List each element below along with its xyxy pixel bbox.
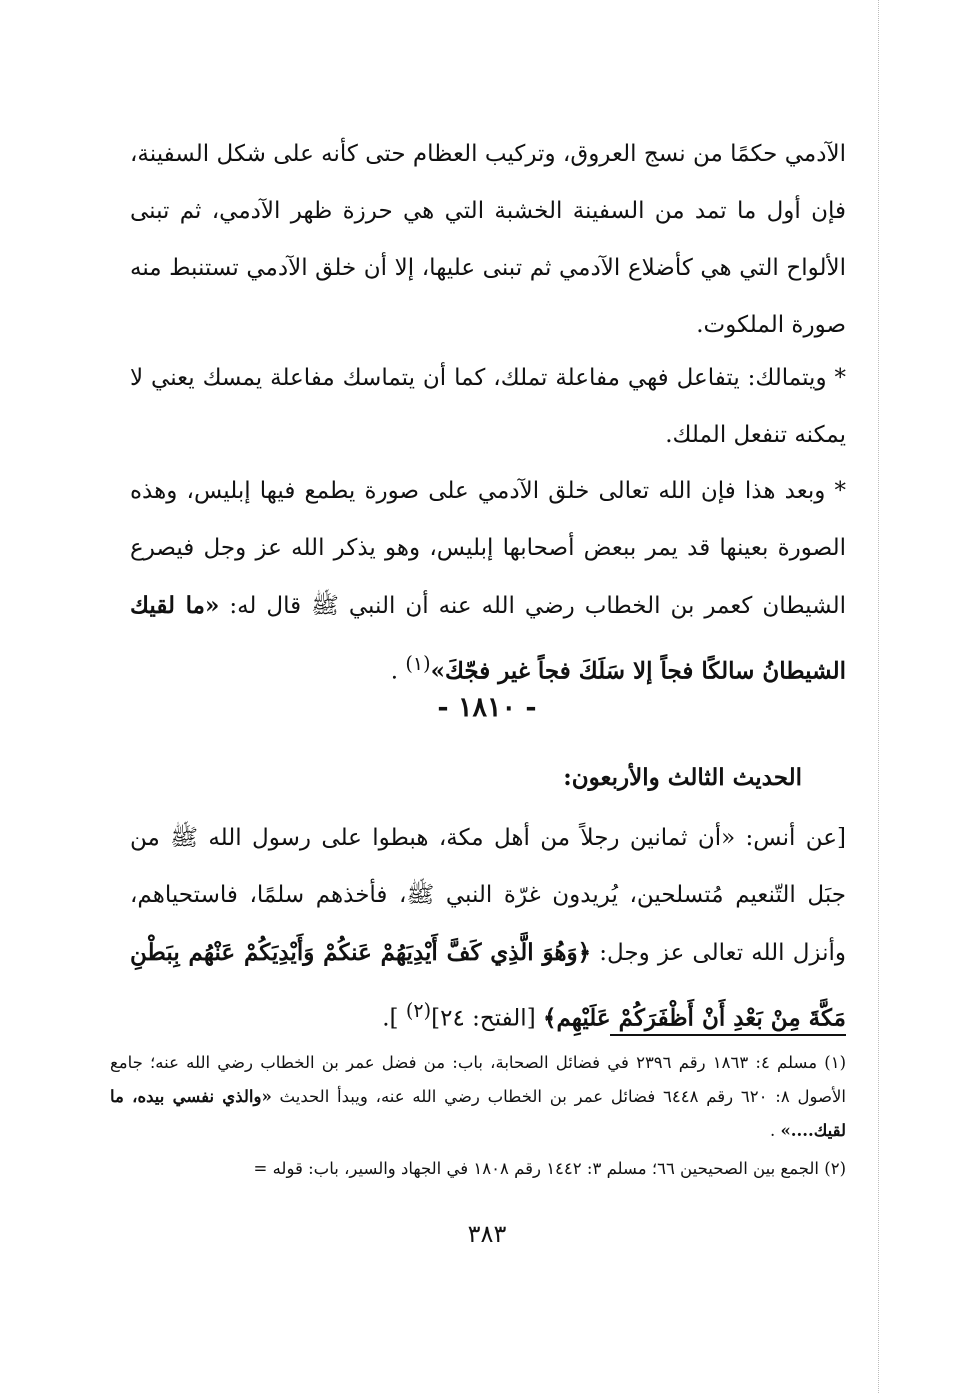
footnote-ref-2: (٢) — [405, 999, 432, 1022]
paragraph-5-text: [عن أنس: «أن ثمانين رجلاً من أهل مكة، هبطوا على رسول الله ﷺ من جبَل التّنعيم مُتسلحين، يُريدون غرّة النبي ﷺ، فأخذهم سلمًا، فاستحياهم، وأنزل الله تعالى عز وجل: — [130, 825, 846, 966]
footnote-1 — [110, 1046, 846, 1148]
footnote-1-end: . — [769, 1121, 781, 1140]
footnote-ref-1: (١) — [405, 652, 431, 675]
paragraph-5-end: ]. — [382, 1005, 406, 1032]
paragraph-2: * ويتمالك: يتفاعل فهي مفاعلة تملك، كما أن يتماسك مفاعلة يمسك يعني لا يمكنه تنفعل الملك. — [130, 365, 846, 448]
paragraph-1: الآدمي حكمًا من نسج العروق، وتركيب العظام حتى كأنه على شكل السفينة، فإن أول ما تمد من السفينة الخشبة التي هي حرزة ظهر الآدمي، ثم تبنى الألواح التي هي كأضلاع الآدمي ثم تبنى عليها، إلا أن خلق الآدمي تستنبط منه صورة الملكوت. — [130, 141, 846, 338]
page-number: ٣٨٣ — [467, 1220, 507, 1248]
paragraph-3 — [130, 463, 846, 701]
section-heading: الحديث الثالث والأربعون: — [563, 764, 802, 791]
quran-verse: ﴿وَهُوَ الَّذِي كَفَّ أَيْدِيَهُمْ عَنكُمْ وَأَيْدِيَكُمْ عَنْهُم بِبَطْنِ مَكَّةَ مِنْ بَعْدِ أَنْ أَظْفَرَكُمْ عَلَيْهِم﴾ — [130, 939, 846, 1032]
footnote-2: (٢) الجمع بين الصحيحين ٦٦؛ مسلم ٣: ١٤٤٢ رقم ١٨٠٨ في الجهاد والسير، باب: قوله = — [253, 1159, 846, 1178]
hadith-number: - ١٨١٠ - — [437, 692, 537, 723]
footnote-1-text: (١) مسلم ٤: ١٨٦٣ رقم ٢٣٩٦ في فضائل الصحابة، باب: من فضل عمر بن الخطاب رضي الله عنه؛ جامع الأصول ٨: ٦٢٠ رقم ٦٤٤٨ فضائل عمر بن الخطاب رضي الله عنه، ويبدأ الحديث — [110, 1053, 847, 1106]
verse-citation: [الفتح: ٢٤] — [431, 1005, 543, 1032]
footnote-separator — [610, 1034, 846, 1036]
paragraph-3-end: . — [390, 658, 406, 685]
footnote-1-quote: «والذي نفسي بيده، ما لقيك....» — [110, 1087, 846, 1140]
paragraph-3-text: * وبعد هذا فإن الله تعالى خلق الآدمي على صورة يطمع فيها إبليس، وهذه الصورة بعينها قد يمر ببعض أصحابها إبليس، وهو يذكر الله عز وجل فيصرع الشيطان كعمر بن الخطاب رضي الله عنه أن النبي ﷺ قال له: — [130, 478, 846, 619]
paragraph-5 — [130, 810, 846, 1048]
hadith-quote: «ما لقيك الشيطانُ سالكًا فجاً إلا سَلَكَ فجاً غير فجّكَ» — [130, 592, 846, 685]
